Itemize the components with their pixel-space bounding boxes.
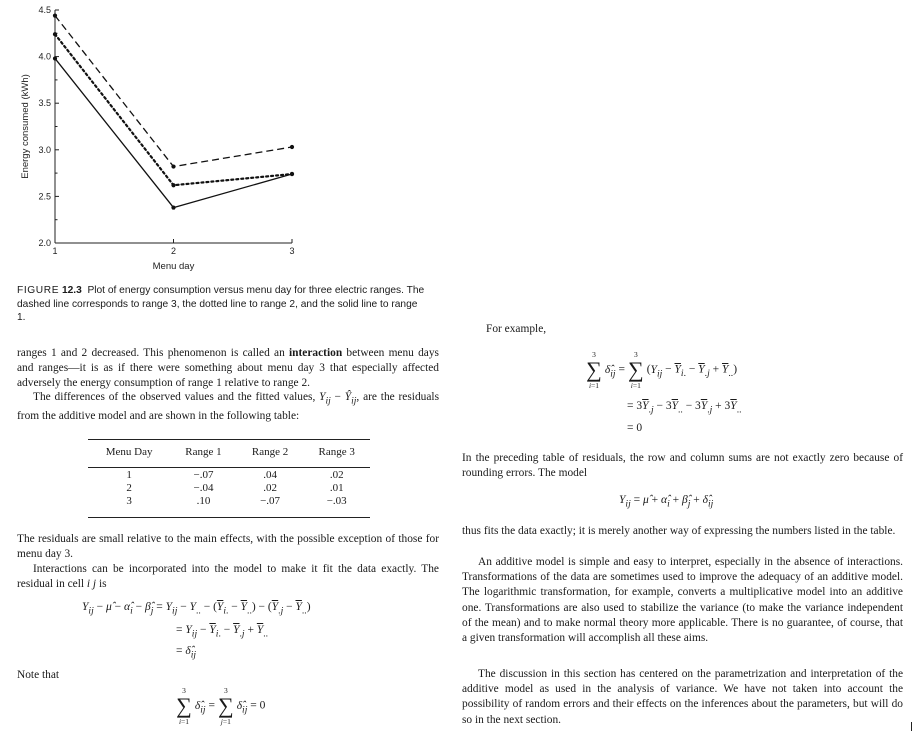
residual-equation-line1: $Y_{ij}$ − μ̂ − $\alphâ_i$ − $\betâ_j = Y_{ij} - Y_{..} - (\overline{Y}_{i.} - \overline{Y}_{..}) - (\overline{Y}_{.j} - \overline{Y}_{..})$ bbox=[82, 601, 311, 617]
table-cell: −.03 bbox=[326, 495, 347, 507]
data-point bbox=[53, 32, 57, 36]
left-para-2-a: The differences of the observed values and the fitted values, bbox=[33, 391, 320, 403]
table-cell: 3 bbox=[126, 495, 132, 507]
left-para-2-b: , are the residuals from the additive model and are shown in the following table: bbox=[17, 391, 439, 423]
data-point bbox=[53, 56, 57, 60]
left-para-4-a: Interactions can be incorporated into the model to make it fit the data exactly. The residual in cell bbox=[17, 563, 439, 591]
residual-table bbox=[88, 446, 370, 508]
data-point bbox=[290, 145, 294, 149]
data-point bbox=[171, 164, 175, 168]
x-axis-label: Menu day bbox=[152, 261, 195, 272]
left-para-1-b: between menu days and ranges—it is as if there were something about menu day 3 that especially affected adversely the energy consumption of range 1 relative to range 2. bbox=[17, 347, 439, 390]
text-cursor bbox=[911, 722, 912, 731]
table-cell: .10 bbox=[196, 495, 211, 507]
for-example: For example, bbox=[486, 323, 547, 335]
y-tick-label: 3.5 bbox=[38, 98, 51, 109]
example-equation-line1: 3 ∑ i=1 $\deltâ_{ij}$ = 3 ∑ i=1 $(Y_{ij} - \overline{Y}_{i.} - \overline{Y}_{.j} + \overline{Y}_{..})$ bbox=[586, 350, 738, 390]
example-equation-line3: = 0 bbox=[627, 422, 643, 434]
table-row bbox=[88, 495, 370, 508]
table-cell: .02 bbox=[329, 469, 344, 481]
figure-number: 12.3 bbox=[61, 285, 82, 296]
x-tick-label: 1 bbox=[52, 246, 58, 256]
right-para-4: The discussion in this section has centered on the parametrization and interpretation of the additive model as used in the analysis of variance. We have not taken into account the possibility of random errors and their effects on the inferences about the parameters, but will do so in the next section. bbox=[462, 668, 903, 726]
table-header-3: Range 3 bbox=[318, 446, 355, 458]
y-tick-label: 2.5 bbox=[38, 191, 51, 202]
y-tick-label: 2.0 bbox=[38, 238, 51, 248]
table-header-rule bbox=[88, 467, 370, 468]
table-top-rule bbox=[88, 439, 370, 440]
table-cell: .04 bbox=[263, 469, 277, 481]
data-point bbox=[171, 205, 175, 209]
figure-label: FIGURE bbox=[17, 285, 60, 296]
table-cell: −.04 bbox=[193, 482, 214, 494]
series-line-3 bbox=[55, 16, 292, 167]
table-cell: 2 bbox=[126, 482, 132, 494]
interaction-term: interaction bbox=[289, 347, 343, 359]
left-para-1 bbox=[17, 346, 439, 392]
data-point bbox=[171, 183, 175, 187]
left-para-2: The differences of the observed values and the fitted values, $Y_{ij}$ − $Ŷ_{ij}$, are the residuals from the additive model and are shown in the following table: bbox=[17, 391, 439, 423]
table-cell: .01 bbox=[329, 482, 344, 494]
residual-equation-line3: = $\deltâ_{ij}$ bbox=[176, 645, 197, 661]
table-bottom-rule bbox=[88, 517, 370, 518]
table-cell: 1 bbox=[126, 469, 132, 481]
table-cell: −.07 bbox=[193, 469, 214, 481]
data-point bbox=[290, 172, 294, 176]
y-tick-label: 4.0 bbox=[38, 51, 51, 62]
y-tick-label: 4.5 bbox=[38, 5, 51, 15]
table-cell: .02 bbox=[263, 482, 277, 494]
table-cell: −.07 bbox=[260, 495, 281, 507]
x-tick-label: 2 bbox=[170, 246, 177, 256]
right-para-1: In the preceding table of residuals, the row and column sums are not exactly zero because of rounding errors. The model bbox=[462, 452, 903, 480]
table-row bbox=[88, 482, 370, 495]
y-axis-label: Energy consumed (kWh) bbox=[20, 74, 31, 179]
energy-line-chart bbox=[0, 0, 310, 275]
x-tick-label: 3 bbox=[289, 246, 295, 256]
table-header-1: Range 1 bbox=[185, 446, 222, 458]
example-equation-line2: = $3\overline{Y}_{.j} - 3\overline{Y}_{..} - 3\overline{Y}_{.j} + 3\overline{Y}_{..}$ bbox=[627, 400, 742, 416]
note-that: Note that bbox=[17, 669, 60, 681]
left-para-4: Interactions can be incorporated into the model to make it fit the data exactly. The residual in cell i j is bbox=[17, 563, 439, 591]
series-line-2 bbox=[55, 34, 292, 185]
left-para-3: The residuals are small relative to the main effects, with the possible exception of those for menu day 3. bbox=[17, 533, 439, 561]
residual-equation-line2: = $Y_{ij} - \overline{Y}_{i.} - \overline{Y}_{.j} + \overline{Y}_{..}$ bbox=[176, 624, 269, 640]
caption-text: Plot of energy consumption versus menu day for three electric ranges. The dashed line corresponds to range 3, the dotted line to range 2, and the solid line to range 1. bbox=[17, 285, 425, 324]
sum-zero-equation: 3 ∑ i=1 $\deltâ_{ij}$ = 3 ∑ j=1 $\deltâ_{ij} = 0$ bbox=[176, 686, 266, 726]
table-header-0: Menu Day bbox=[105, 446, 153, 458]
left-para-4-b: is bbox=[96, 578, 107, 591]
right-para-2: thus fits the data exactly; it is merely another way of expressing the numbers listed in the table. bbox=[462, 525, 896, 537]
right-para-3: An additive model is simple and easy to interpret, especially in the absence of interactions. Transformations of the data are sometimes used to improve the adequacy of an additive model. The logarithmic transformation, for example, converts a multiplicative model into an additive one. Transformations are also used to stabilize the variance (to make the variance independent of the mean) and to make normal theory more applicable. There is no guarantee, of course, that a given transformation will accomplish all these aims. bbox=[462, 556, 903, 645]
data-point bbox=[53, 13, 57, 17]
left-para-1-a: ranges 1 and 2 decreased. This phenomenon is called an bbox=[17, 347, 290, 359]
figure-caption bbox=[17, 284, 427, 325]
table-header-2: Range 2 bbox=[251, 446, 289, 458]
y-tick-label: 3.0 bbox=[38, 144, 51, 155]
interaction-model-equation: $Y_{ij}$ = μ̂ + $\alphâ_i$ + $\betâ_j$ + $\deltâ_{ij}$ bbox=[619, 494, 714, 510]
